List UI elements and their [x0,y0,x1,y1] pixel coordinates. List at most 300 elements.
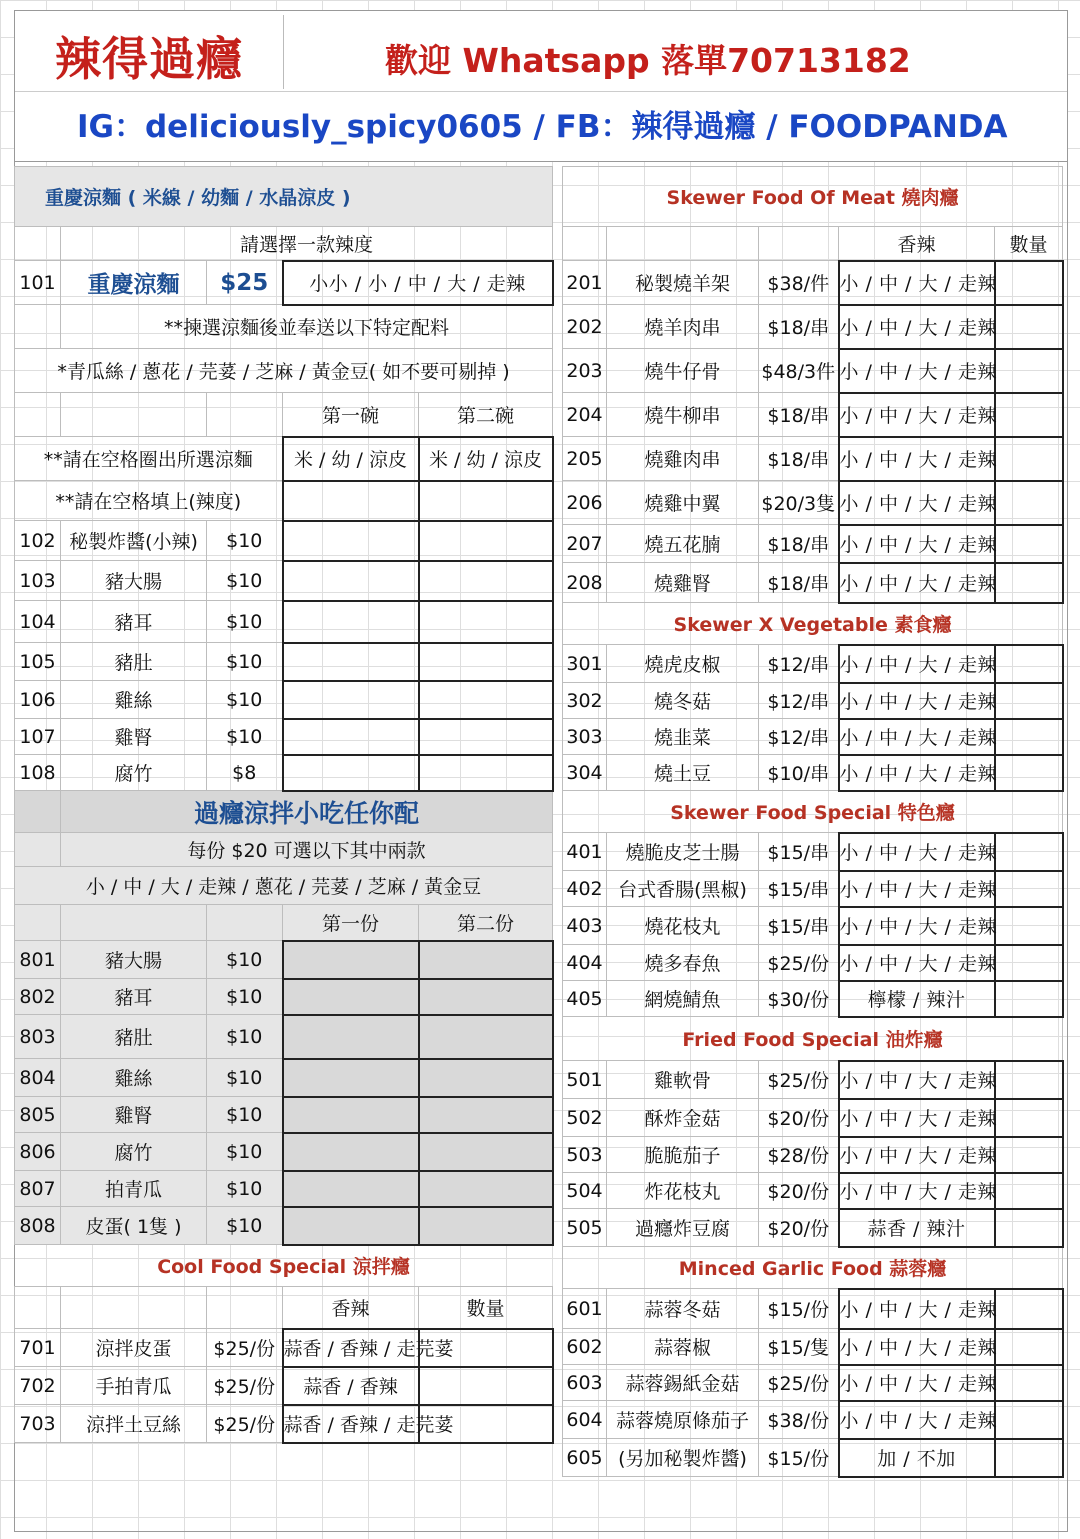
menu-row-101 [15,261,553,305]
addon-row [15,719,553,755]
item-name: 網燒鯖魚 [607,981,759,1017]
snack-row [15,1097,553,1133]
item-name: 雞絲 [61,1059,207,1097]
qty-input[interactable] [995,719,1063,755]
portion1-input[interactable] [283,1207,419,1245]
item-name: 秘製燒羊架 [607,261,759,305]
qty-input[interactable] [995,305,1063,349]
item-price: $15/份 [759,1289,839,1329]
item-price: $20/份 [759,1099,839,1137]
table-row [15,833,553,867]
addon-row [15,521,553,561]
qty-input[interactable] [995,907,1063,945]
spice-option-select[interactable]: 小 / 中 / 大 / 走辣 [839,1061,995,1099]
spice-option-select[interactable]: 蒜香 / 香辣 [283,1367,419,1405]
item-code: 405 [563,981,607,1017]
item-name: 豬大腸 [61,941,207,979]
bowl2-qty-input[interactable] [419,681,553,719]
bowl2-spice-input[interactable] [419,481,553,521]
menu-row [563,1401,1063,1439]
item-code: 603 [563,1365,607,1401]
menu-row [563,1137,1063,1173]
item-code: 604 [563,1401,607,1439]
item-name: (另加秘製炸醬) [607,1439,759,1477]
addon-row [15,681,553,719]
item-price: $10 [207,1171,283,1207]
item-code: 204 [563,393,607,437]
snack-row [15,1133,553,1171]
table-row [15,867,553,905]
item-code: 102 [15,521,61,561]
table-row [15,349,553,393]
item-name: 燒牛仔骨 [607,349,759,393]
table-cell [15,1287,61,1329]
qty-input[interactable] [995,393,1063,437]
qty-input[interactable] [995,1365,1063,1401]
item-price: $25/份 [759,945,839,981]
menu-row [563,1099,1063,1137]
item-code: 801 [15,941,61,979]
item-name: 豬肚 [61,1015,207,1059]
portion1-input[interactable] [283,1171,419,1207]
item-price: $15/份 [759,1439,839,1477]
menu-row [563,1439,1063,1477]
portion2-input[interactable] [419,1015,553,1059]
spice-option-select[interactable]: 小 / 中 / 大 / 走辣 [839,871,995,907]
item-price: $18/串 [759,305,839,349]
item-price: $10 [207,1015,283,1059]
table-cell [759,227,839,261]
item-code: 106 [15,681,61,719]
menu-row [563,1173,1063,1209]
portion1-input[interactable] [283,1097,419,1133]
item-price: $10 [207,601,283,643]
header-divider [283,15,284,89]
skewer-table [562,166,1064,1478]
item-code: 304 [563,755,607,791]
item-name: 燒雞肉串 [607,437,759,481]
table-row [15,1287,553,1329]
fried-section-title: Fried Food Special 油炸癮 [563,1017,1063,1061]
portion2-input[interactable] [419,1207,553,1245]
spice-option-select[interactable]: 小 / 中 / 大 / 走辣 [839,1173,995,1209]
item-name: 蒜蓉冬菇 [607,1289,759,1329]
item-price: $48/3件 [759,349,839,393]
bowl1-choice[interactable]: 米 / 幼 / 涼皮 [283,437,419,481]
item-name: 燒雞腎 [607,563,759,603]
table-cell [61,393,207,437]
bowl2-qty-input[interactable] [419,643,553,681]
cool-row [15,1329,553,1367]
qty-input[interactable] [995,833,1063,871]
item-price: $10 [207,1133,283,1171]
fill-note: **請在空格填上(辣度) [15,481,283,521]
bowl1-spice-input[interactable] [283,481,419,521]
bowl1-header: 第一碗 [283,393,419,437]
spice-option-select[interactable]: 蒜香 / 辣汁 [839,1209,995,1247]
menu-row [563,1365,1063,1401]
veg-section-title: Skewer X Vegetable 素食癮 [563,603,1063,645]
item-name: 腐竹 [61,1133,207,1171]
noodle-table [14,166,554,1444]
addon-row [15,643,553,681]
snack-row [15,1171,553,1207]
item-code: 808 [15,1207,61,1245]
spice-prompt: 請選擇一款辣度 [61,227,553,261]
item-price: $10 [207,561,283,601]
item-price: $20/份 [759,1173,839,1209]
bowl2-header: 第二碗 [419,393,553,437]
table-cell [15,791,61,833]
item-name: 豬耳 [61,979,207,1015]
section-row [563,791,1063,833]
table-cell [15,305,61,349]
qty-input[interactable] [995,349,1063,393]
qty-input[interactable] [995,1061,1063,1099]
item-price: $25/份 [207,1367,283,1405]
portion2-input[interactable] [419,1097,553,1133]
item-price: $15/串 [759,833,839,871]
bowl2-qty-input[interactable] [419,521,553,561]
item-price: $25/份 [759,1365,839,1401]
table-row [15,227,553,261]
item-price: $10 [207,1097,283,1133]
item-code: 101 [15,261,61,305]
addon-row [15,561,553,601]
item-code: 502 [563,1099,607,1137]
item-name: 雞軟骨 [607,1061,759,1099]
menu-row [563,907,1063,945]
item-code: 202 [563,305,607,349]
snack-note: 每份 $20 可選以下其中兩款 [61,833,553,867]
spicy-header: 香辣 [839,227,995,261]
special-section-title: Skewer Food Special 特色癮 [563,791,1063,833]
garlic-section-title: Minced Garlic Food 蒜蓉癮 [563,1247,1063,1289]
menu-row [563,833,1063,871]
item-price: $25/份 [759,1061,839,1099]
spicy-header: 香辣 [283,1287,419,1329]
item-code: 404 [563,945,607,981]
item-price: $38/份 [759,1401,839,1439]
item-name: 燒花枝丸 [607,907,759,945]
menu-row [563,945,1063,981]
snack-row [15,979,553,1015]
item-price: $20/份 [759,1209,839,1247]
menu-header [14,10,1068,162]
item-code: 302 [563,683,607,719]
spice-option-select[interactable]: 小 / 中 / 大 / 走辣 [839,907,995,945]
portion1-header: 第一份 [283,905,419,941]
spice-option-select[interactable]: 小 / 中 / 大 / 走辣 [839,719,995,755]
table-cell [61,905,207,941]
spice-option-select[interactable]: 小 / 中 / 大 / 走辣 [839,563,995,603]
qty-input[interactable] [995,755,1063,791]
item-price: $38/件 [759,261,839,305]
item-price: $10 [207,1207,283,1245]
item-price: $12/串 [759,719,839,755]
portion1-input[interactable] [283,941,419,979]
table-row [15,437,553,481]
section-row [15,1245,553,1287]
cool-row [15,1367,553,1405]
qty-input[interactable] [995,683,1063,719]
item-name: 雞腎 [61,1097,207,1133]
table-row [15,393,553,437]
item-price: $15/串 [759,871,839,907]
table-cell [15,227,61,261]
item-name: 蒜蓉燒原條茄子 [607,1401,759,1439]
item-price: $10 [207,681,283,719]
spice-option-select[interactable]: 小 / 中 / 大 / 走辣 [839,349,995,393]
bowl2-choice[interactable]: 米 / 幼 / 涼皮 [419,437,553,481]
spice-option-select[interactable]: 蒜香 / 香辣 / 走芫荽 [283,1329,419,1367]
spice-option-select[interactable]: 小 / 中 / 大 / 走辣 [839,645,995,683]
portion2-input[interactable] [419,941,553,979]
table-cell [15,833,61,867]
menu-row [563,1061,1063,1099]
portion1-input[interactable] [283,979,419,1015]
qty-input[interactable] [995,945,1063,981]
snack-row [15,1015,553,1059]
item-code: 501 [563,1061,607,1099]
item-price: $10 [207,643,283,681]
item-code: 601 [563,1289,607,1329]
item-code: 805 [15,1097,61,1133]
item-price: $18/串 [759,563,839,603]
social-links: IG：deliciously_spicy0605 / FB：辣得過癮 / FOODPANDA [77,109,1008,145]
qty-input[interactable] [995,563,1063,603]
snack-row [15,1207,553,1245]
qty-input[interactable] [995,981,1063,1017]
qty-input[interactable] [995,1329,1063,1365]
spice-option-select[interactable]: 加 / 不加 [839,1439,995,1477]
bowl1-qty-input[interactable] [283,755,419,791]
item-code: 602 [563,1329,607,1365]
item-name: 過癮炸豆腐 [607,1209,759,1247]
section-row [15,167,553,227]
portion2-input[interactable] [419,1059,553,1097]
item-price: $12/串 [759,683,839,719]
qty-input[interactable] [995,1289,1063,1329]
item-code: 206 [563,481,607,525]
item-code: 505 [563,1209,607,1247]
qty-input[interactable] [995,1439,1063,1477]
table-cell [607,227,759,261]
spice-option-select[interactable]: 小 / 中 / 大 / 走辣 [839,393,995,437]
table-row [15,905,553,941]
bowl1-qty-input[interactable] [283,601,419,643]
item-price: $18/串 [759,393,839,437]
spice-option-select[interactable]: 小 / 中 / 大 / 走辣 [839,1099,995,1137]
section-row [563,1017,1063,1061]
qty-header: 數量 [419,1287,553,1329]
item-name: 重慶涼麵 [61,261,207,305]
item-price: $30/份 [759,981,839,1017]
spice-option-select[interactable]: 小小 / 小 / 中 / 大 / 走辣 [283,261,553,305]
bowl1-qty-input[interactable] [283,643,419,681]
qty-input[interactable] [995,645,1063,683]
spice-option-select[interactable]: 小 / 中 / 大 / 走辣 [839,1137,995,1173]
bowl1-qty-input[interactable] [283,561,419,601]
bowl1-qty-input[interactable] [283,681,419,719]
spice-option-select[interactable]: 小 / 中 / 大 / 走辣 [839,755,995,791]
qty-input[interactable] [995,525,1063,563]
portion2-input[interactable] [419,979,553,1015]
spice-option-select[interactable]: 小 / 中 / 大 / 走辣 [839,1365,995,1401]
table-cell [207,905,283,941]
spice-option-select[interactable]: 小 / 中 / 大 / 走辣 [839,1289,995,1329]
table-cell [207,393,283,437]
item-price: $12/串 [759,645,839,683]
spice-option-select[interactable]: 小 / 中 / 大 / 走辣 [839,1401,995,1439]
item-price: $8 [207,755,283,791]
spice-option-select[interactable]: 小 / 中 / 大 / 走辣 [839,1329,995,1365]
item-code: 303 [563,719,607,755]
item-price: $18/串 [759,525,839,563]
qty-input[interactable] [995,1401,1063,1439]
circle-note: **請在空格圈出所選涼麵 [15,437,283,481]
left-panel [14,166,552,1444]
item-code: 802 [15,979,61,1015]
item-name: 燒牛柳串 [607,393,759,437]
spice-option-select[interactable]: 小 / 中 / 大 / 走辣 [839,525,995,563]
menu-row [563,349,1063,393]
qty-input[interactable] [995,481,1063,525]
snack-section-title: 過癮涼拌小吃任你配 [61,791,553,833]
item-name: 豬耳 [61,601,207,643]
section-row [563,1247,1063,1289]
qty-input[interactable] [995,871,1063,907]
item-code: 807 [15,1171,61,1207]
portion1-input[interactable] [283,1015,419,1059]
table-cell [15,393,61,437]
item-code: 201 [563,261,607,305]
item-price: $25/份 [207,1329,283,1367]
qty-input[interactable] [995,1099,1063,1137]
item-price: $15/串 [759,907,839,945]
snack-row [15,941,553,979]
item-code: 401 [563,833,607,871]
menu-row [563,525,1063,563]
item-name: 酥炸金菇 [607,1099,759,1137]
qty-input[interactable] [419,1367,553,1405]
bowl2-qty-input[interactable] [419,755,553,791]
spice-option-select[interactable]: 小 / 中 / 大 / 走辣 [839,261,995,305]
bowl2-qty-input[interactable] [419,719,553,755]
menu-row [563,1209,1063,1247]
table-row [15,481,553,521]
item-name: 雞絲 [61,681,207,719]
item-code: 203 [563,349,607,393]
item-name: 豬大腸 [61,561,207,601]
qty-input[interactable] [995,1173,1063,1209]
item-code: 108 [15,755,61,791]
table-cell [61,1287,207,1329]
item-name: 燒雞中翼 [607,481,759,525]
portion1-input[interactable] [283,1059,419,1097]
qty-input[interactable] [995,261,1063,305]
menu-row [563,981,1063,1017]
spice-option-select[interactable]: 蒜香 / 香辣 / 走芫荽 [283,1405,419,1443]
header-rule [15,91,1067,92]
qty-input[interactable] [995,1209,1063,1247]
qty-input[interactable] [995,437,1063,481]
right-panel [562,166,1062,1478]
menu-row [563,755,1063,791]
brand-title: 辣得過癮 [55,32,243,86]
topping-list: *青瓜絲 / 蔥花 / 芫荽 / 芝麻 / 黃金豆( 如不要可剔掉 ) [15,349,553,393]
item-price: $10 [207,941,283,979]
menu-row [563,645,1063,683]
bowl1-qty-input[interactable] [283,521,419,561]
item-code: 703 [15,1405,61,1443]
item-name: 燒土豆 [607,755,759,791]
menu-row [563,719,1063,755]
spice-option-select[interactable]: 小 / 中 / 大 / 走辣 [839,481,995,525]
spice-option-select[interactable]: 小 / 中 / 大 / 走辣 [839,437,995,481]
item-name: 燒羊肉串 [607,305,759,349]
snack-row [15,1059,553,1097]
item-name: 燒多春魚 [607,945,759,981]
menu-row [563,437,1063,481]
portion2-input[interactable] [419,1133,553,1171]
spice-option-select[interactable]: 小 / 中 / 大 / 走辣 [839,683,995,719]
qty-header: 數量 [995,227,1063,261]
item-name: 燒冬菇 [607,683,759,719]
portion1-input[interactable] [283,1133,419,1171]
item-price: $15/隻 [759,1329,839,1365]
item-price: $10 [207,521,283,561]
spice-option-select[interactable]: 小 / 中 / 大 / 走辣 [839,945,995,981]
item-name: 炸花枝丸 [607,1173,759,1209]
menu-row [563,871,1063,907]
item-code: 207 [563,525,607,563]
item-code: 403 [563,907,607,945]
qty-input[interactable] [995,1137,1063,1173]
item-name: 皮蛋( 1隻 ) [61,1207,207,1245]
portion2-input[interactable] [419,1171,553,1207]
item-code: 301 [563,645,607,683]
item-code: 104 [15,601,61,643]
cool-section-title: Cool Food Special 涼拌癮 [157,1256,410,1279]
item-name: 雞腎 [61,719,207,755]
spice-option-select[interactable]: 小 / 中 / 大 / 走辣 [839,305,995,349]
item-code: 107 [15,719,61,755]
bowl2-qty-input[interactable] [419,601,553,643]
menu-row [563,305,1063,349]
bowl1-qty-input[interactable] [283,719,419,755]
item-code: 503 [563,1137,607,1173]
menu-row [563,683,1063,719]
cool-row [15,1405,553,1443]
item-name: 燒虎皮椒 [607,645,759,683]
snack-options: 小 / 中 / 大 / 走辣 / 蔥花 / 芫荽 / 芝麻 / 黃金豆 [15,867,553,905]
spice-option-select[interactable]: 檸檬 / 辣汁 [839,981,995,1017]
spice-option-select[interactable]: 小 / 中 / 大 / 走辣 [839,833,995,871]
bowl2-qty-input[interactable] [419,561,553,601]
item-price: $10 [207,979,283,1015]
item-price: $18/串 [759,437,839,481]
item-price: $20/3隻 [759,481,839,525]
section-row [15,791,553,833]
whatsapp-welcome: 歡迎 Whatsapp 落單70713182 [385,41,911,80]
item-name: 蒜蓉錫紙金菇 [607,1365,759,1401]
item-code: 402 [563,871,607,907]
item-code: 806 [15,1133,61,1171]
menu-row [563,1329,1063,1365]
item-price: $10 [207,719,283,755]
item-code: 205 [563,437,607,481]
